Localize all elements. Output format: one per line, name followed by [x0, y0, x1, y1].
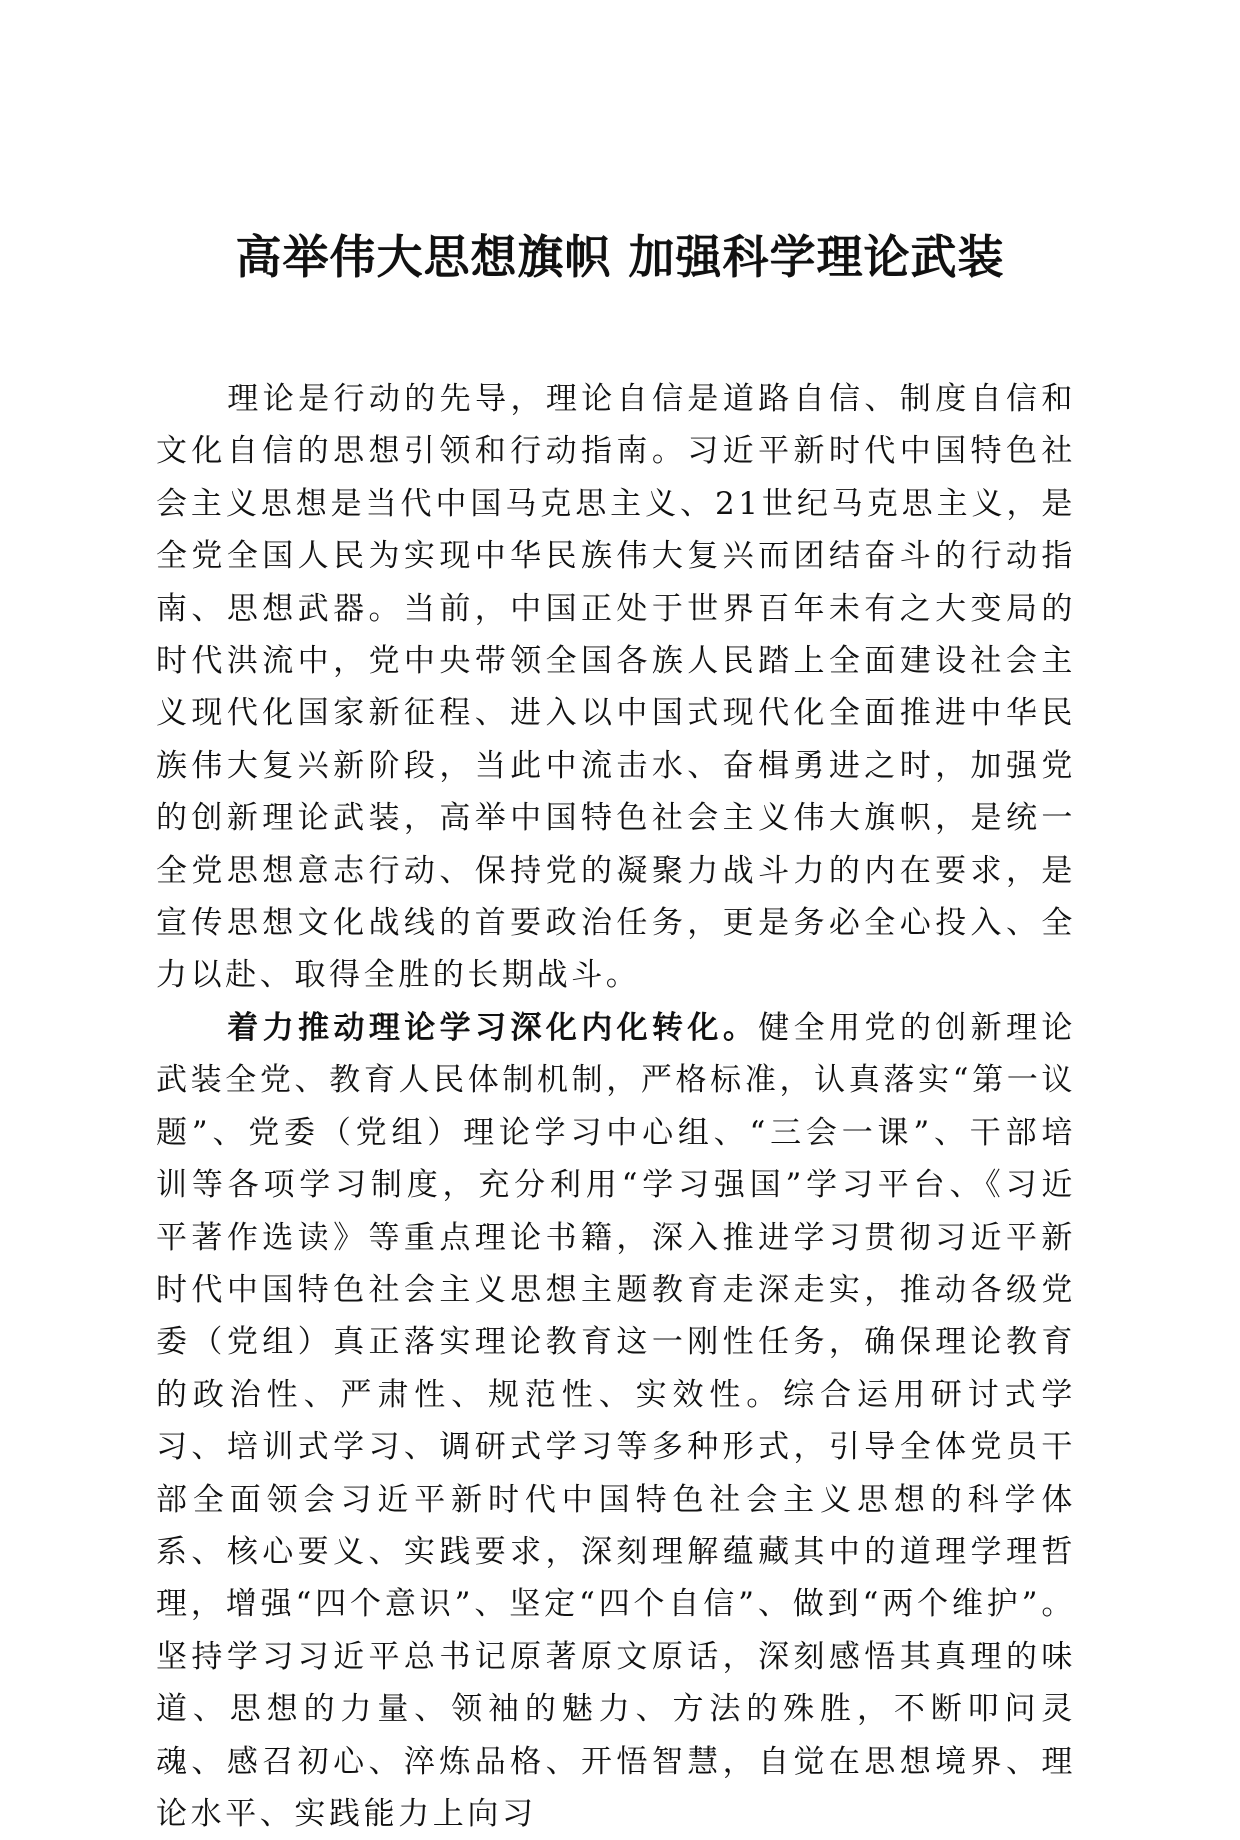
paragraph-theory-study-text: 健全用党的创新理论武装全党、教育人民体制机制，严格标准，认真落实“第一议题”、党委（党组）理论学习中心组、“三会一课”、干部培训等各项学习制度，充分利用“学习强国”学习平台、《习近平著作选读》等重点理论书籍，深入推进学习贯彻习近平新时代中国特色社会主义思想主题教育走深走实，推动各级党委（党组）真正落实理论教育这一刚性任务，确保理论教育的政治性、严肃性、规范性、实效性。综合运用研讨式学习、培训式学习、调研式学习等多种形式，引导全体党员干部全面领会习近平新时代中国特色社会主义思想的科学体系、核心要义、实践要求，深刻理解蕴藏其中的道理学理哲理，增强“四个意识”、坚定“四个自信”、做到“两个维护”。坚持学习习近平总书记原著原文原话，深刻感悟其真理的味道、思想的力量、领袖的魅力、方法的殊胜，不断叩问灵魂、感召初心、淬炼品格、开悟智慧，自觉在思想境界、理论水平、实践能力上向习 — [156, 1009, 1076, 1832]
paragraph-intro — [156, 373, 1076, 1002]
document-title: 高举伟大思想旗帜 加强科学理论武装 — [235, 230, 1005, 284]
paragraph-theory-study-heading: 着力推动理论学习深化内化转化。 — [227, 1009, 759, 1046]
paragraph-intro-text: 理论是行动的先导，理论自信是道路自信、制度自信和文化自信的思想引领和行动指南。习近平新时代中国特色社会主义思想是当代中国马克思主义、21世纪马克思主义，是全党全国人民为实现中华民族伟大复兴而团结奋斗的行动指南、思想武器。当前，中国正处于世界百年未有之大变局的时代洪流中，党中央带领全国各族人民踏上全面建设社会主义现代化国家新征程、进入以中国式现代化全面推进中华民族伟大复兴新阶段，当此中流击水、奋楫勇进之时，加强党的创新理论武装，高举中国特色社会主义伟大旗帜，是统一全党思想意志行动、保持党的凝聚力战斗力的内在要求，是宣传思想文化战线的首要政治任务，更是务必全心投入、全力以赴、取得全胜的长期战斗。 — [156, 381, 1076, 994]
paragraph-theory-study — [156, 1002, 1076, 1840]
document-body — [156, 373, 1076, 1840]
